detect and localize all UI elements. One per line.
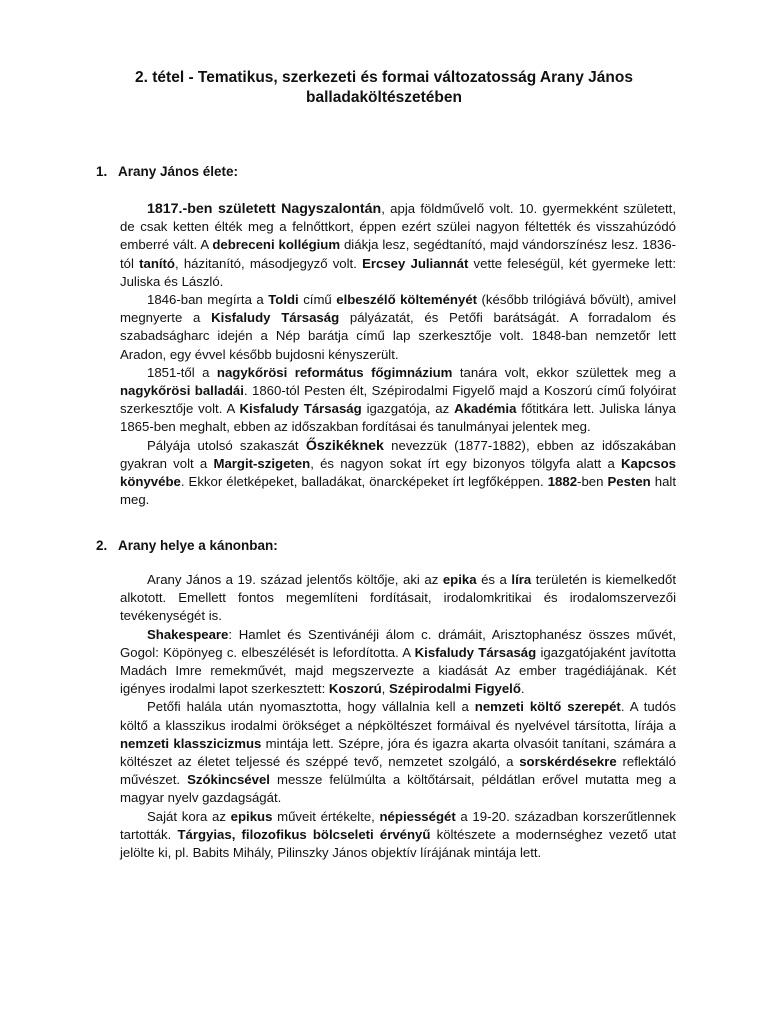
emphasis-text: Kisfaludy Társaság: [239, 401, 362, 417]
paragraph: [120, 364, 676, 437]
text-run: : Hamlet és Szentivánéji álom c. drámáit, Arisztophanész összes művét, Gogol: Köpönyeg c. elbeszélését is lefordította. A: [120, 626, 676, 660]
emphasis-text: Kisfaludy Társaság: [414, 644, 537, 660]
emphasis-text: nemzeti költő szerepét: [474, 699, 621, 715]
text-run: nevezzük (1877-1882), ebben az időszakában gyakran volt a: [120, 437, 676, 471]
emphasis-text: Ercsey Juliannát: [362, 255, 469, 271]
text-run: .: [520, 681, 525, 697]
emphasis-text: tanító: [139, 255, 175, 271]
paragraph: [120, 626, 676, 699]
text-run: és a: [476, 572, 512, 587]
emphasis-text: Toldi: [268, 292, 299, 308]
text-run: , apja földművelő volt. 10. gyermekként született, de csak ketten élték meg a felnőttkort, éppen ezért szülei nagyon féltették és visszahúzódó emberré vált. A: [120, 201, 676, 253]
text-run: diákja lesz, segédtanító, majd vándorszínész lesz. 1836-tól: [120, 237, 676, 271]
text-run: műveit értékelte,: [272, 808, 380, 824]
emphasis-text: nagykőrösi balladái: [120, 383, 244, 399]
text-run: főtitkára lett. Juliska lánya 1865-ben meghalt, ebben az időszakban fordításai és tanulmányai jelentek meg.: [120, 401, 676, 435]
section-2-heading: [96, 537, 278, 555]
text-run: reflektáló művészet.: [120, 754, 676, 788]
text-run: területén is kiemelkedőt alkotott. Emellett fontos megemlíteni fordításait, irodalomkritikai és irodalomszervezői tevékenységét is.: [120, 572, 676, 624]
text-run: 1851-től a: [147, 364, 217, 380]
section-title: Arany helye a kánonban:: [118, 538, 278, 553]
text-run: Arany János a 19. század jelentős költője, aki az: [147, 572, 443, 587]
text-run: vette feleségül, két gyermeke lett: Juliska és László.: [120, 255, 676, 289]
paragraph: [120, 808, 676, 863]
text-run: . Ekkor életképeket, balladákat, önarcképeket írt legfőképpen.: [180, 474, 548, 490]
emphasis-text: líra: [511, 572, 532, 587]
text-run: (később trilógiává bővült), amivel megnyerte a: [120, 292, 677, 326]
paragraph: [120, 698, 676, 807]
emphasis-text: debreceni kollégium: [212, 237, 341, 253]
text-run: . A tudós költő a klasszikus irodalmi örökséget a népköltészet formáival és nyelvével társította, lírája a: [120, 699, 677, 733]
emphasis-text: 1817.-ben született Nagyszalontán: [147, 201, 382, 217]
paragraph: [120, 437, 676, 510]
text-run: igazgatója, az: [361, 401, 455, 417]
emphasis-text: Akadémia: [454, 401, 517, 417]
paragraph: [120, 571, 676, 626]
emphasis-text: epika: [442, 572, 477, 587]
paragraph: [120, 200, 676, 291]
text-run: a 19-20. században korszerűtlennek tartották.: [120, 808, 676, 842]
emphasis-text: Szókincsével: [187, 772, 270, 788]
text-run: 1846-ban megírta a: [147, 292, 269, 308]
text-run: Pályája utolsó szakaszát: [147, 437, 306, 453]
text-run: igazgatójaként javította Madách Imre remekművét, majd megszervezte a kiadását Az ember tragédiájának. Két igényes irodalmi lapot szerkesztett:: [120, 644, 676, 697]
emphasis-text: Szépirodalmi Figyelő: [388, 681, 521, 697]
emphasis-text: elbeszélő költeményét: [336, 292, 478, 308]
text-run: , és nagyon sokat írt egy bizonyos tölgyfa alatt a: [310, 455, 622, 471]
text-run: tanára volt, ekkor születtek meg a: [452, 364, 676, 380]
paragraph: [120, 291, 676, 364]
text-run: . 1860-tól Pesten élt, Szépirodalmi Figyelő majd a Koszorú című folyóirat szerkesztője volt. A: [120, 383, 677, 417]
section-title: Arany János élete:: [118, 164, 239, 179]
emphasis-text: Kapcsos könyvébe: [120, 455, 676, 490]
text-run: című: [298, 292, 337, 308]
emphasis-text: Kisfaludy Társaság: [211, 310, 340, 326]
text-run: halt meg.: [120, 474, 677, 508]
text-run: költészete a modernséghez vezető utat jelölte ki, pl. Babits Mihály, Pilinszky János objektív lírájának mintája lett.: [120, 826, 677, 861]
text-run: Petőfi halála után nyomasztotta, hogy vállalnia kell a: [147, 699, 475, 715]
section-number: 1.: [96, 164, 108, 179]
emphasis-text: Tárgyias, filozofikus bölcseleti érvényű: [177, 826, 431, 842]
text-run: ,: [381, 681, 389, 697]
emphasis-text: sorskérdésekre: [519, 754, 617, 770]
emphasis-text: Pesten: [607, 474, 651, 490]
section-1-heading: [96, 163, 238, 181]
text-run: , házitanító, másodjegyző volt.: [175, 255, 363, 271]
emphasis-text: Koszorú: [328, 681, 382, 697]
emphasis-text: nagykőrösi református főgimnázium: [216, 364, 453, 380]
emphasis-text: népiességét: [379, 808, 456, 824]
text-run: mintája lett. Szépre, jóra és igazra akarta olvasóit tanítani, számára a költészet az életet teljessé és széppé tevő, nemzetet szolgáló, a: [120, 735, 676, 770]
emphasis-text: Margit-szigeten: [213, 455, 311, 471]
text-run: -ben: [577, 474, 608, 490]
emphasis-text: epikus: [230, 808, 273, 824]
text-run: Saját kora az: [147, 808, 231, 824]
emphasis-text: Őszikéknek: [305, 437, 384, 454]
emphasis-text: Shakespeare: [147, 626, 229, 642]
section-1-body: [120, 200, 676, 509]
emphasis-text: nemzeti klasszicizmus: [120, 735, 262, 751]
text-run: messze felülmúlta a költőtársait, példátlan erővel mutatta meg a magyar nyelv gazdagságát.: [120, 772, 677, 806]
section-number: 2.: [96, 538, 108, 553]
section-2-body: [120, 571, 676, 862]
document-title: 2. tétel - Tematikus, szerkezeti és formai változatosság Arany János balladaköltészetében: [135, 69, 633, 106]
emphasis-text: 1882: [547, 474, 578, 490]
text-run: pályázatát, és Petőfi barátságát. A forradalom és szabadságharc idején a Nép barátja című lap szerkesztője volt. 1848-ban nemzetőr lett Aradon, egy évvel később bujdosni kényszerült.: [120, 310, 677, 362]
